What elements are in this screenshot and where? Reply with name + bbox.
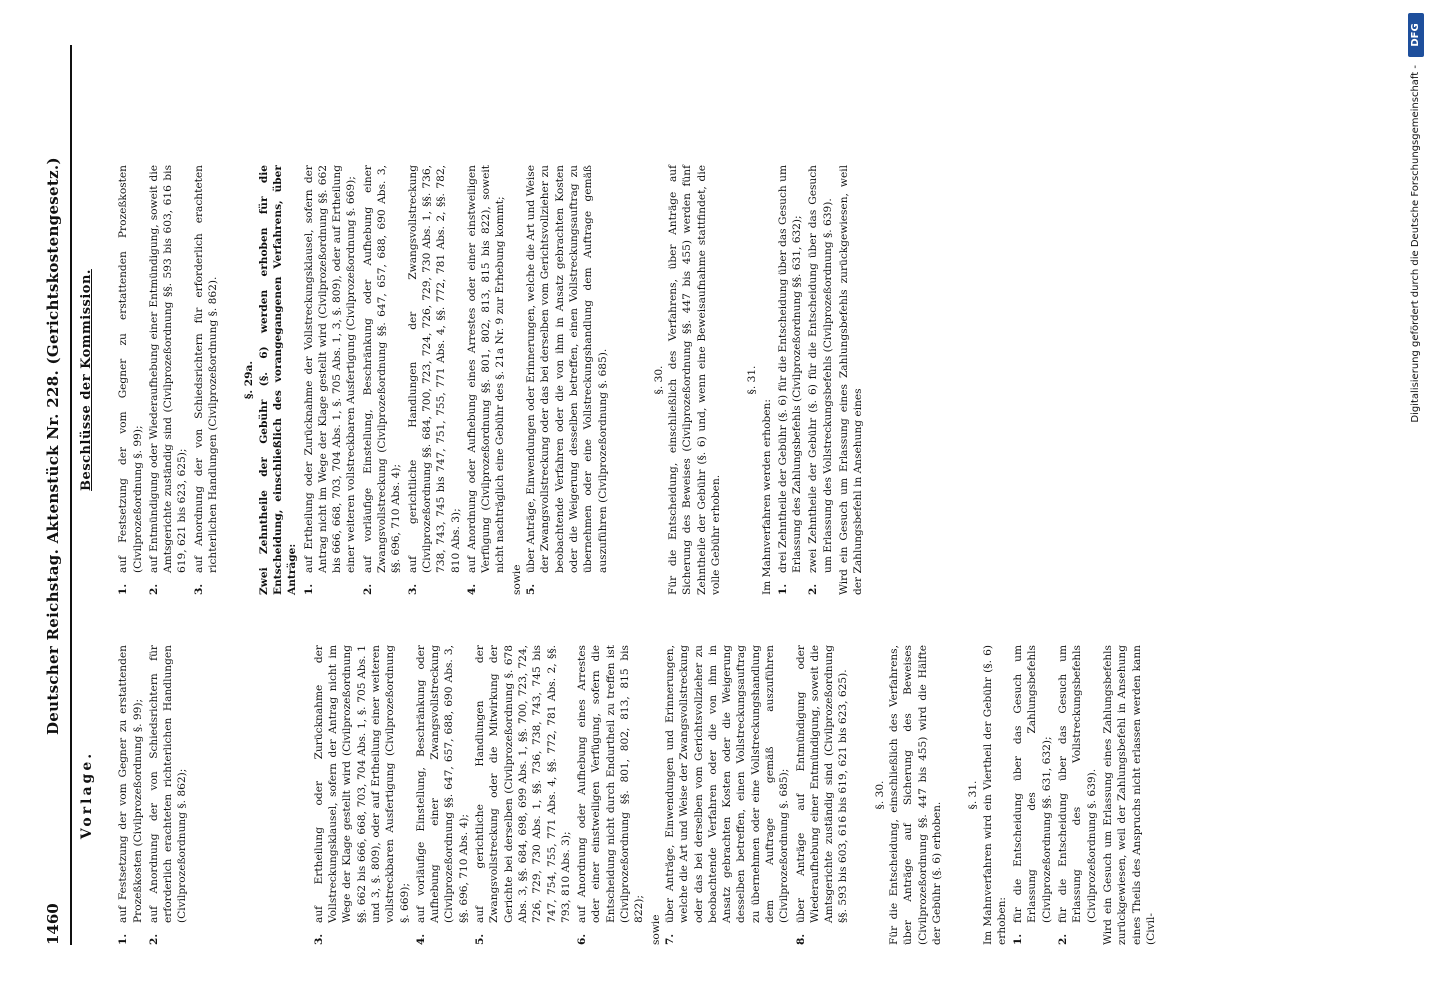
list-item	[116, 645, 145, 945]
item-text: auf Ertheilung oder Zurücknahme der Vollstreckungsklausel, sofern der Antrag nicht im Wege der Klage gestellt wird (Civilprozeßordnung §§. 662 bis 666, 668, 703, 704 Abs. 1, §. 705 Abs. 1, 3, §. 809), oder auf Ertheilung einer weiteren vollstreckbaren Ausfertigung (Civilprozeßordnung §. 669);	[302, 165, 358, 573]
page-title: Deutscher Reichstag. Aktenstück Nr. 228. (Gerichtskostengesetz.)	[44, 157, 62, 735]
item-number: 3.	[406, 583, 419, 595]
item-text: auf Anordnung oder Aufhebung eines Arrestes oder einer einstweiligen Verfügung, sofern die Entscheidung nicht durch Endurtheil zu treffen ist (Civilprozeßordnung §§. 801, 802, 813, 815 bis 822);	[576, 645, 646, 923]
list-item	[1011, 645, 1054, 945]
list-item	[663, 645, 792, 945]
page-number: 1460	[44, 903, 62, 945]
item-text: auf gerichtliche Handlungen der Zwangsvollstreckung oder die Mitwirkung der Gerichte bei derselben (Civilprozeßordnung §. 678 Abs. 3, §§. 684, 698, 699 Abs. 1, §§. 700, 723, 724, 726, 729, 730 Abs. 1, §§. 736, 738, 743, 745 bis 747, 754, 755, 771 Abs. 4, §§. 772, 781 Abs. 2, §§. 793, 810 Abs. 3);	[474, 645, 572, 923]
list-item	[147, 165, 190, 595]
list-item	[312, 645, 412, 945]
item-number: 4.	[414, 933, 427, 945]
section-text: Wird ein Gesuch um Erlassung eines Zahlungsbefehls zurückgewiesen, weil der Zahlungsbefehl in Ansehung eines Theils des Anspruchs nicht erlassen werden kann (Civil-	[1101, 645, 1157, 945]
item-number: 8.	[794, 933, 807, 945]
section-intro: Zwei Zehntheile der Gebühr (§. 6) werden erhoben für die Entscheidung, einschließlich des vorangegangenen Verfahrens, über Anträge:	[257, 165, 299, 595]
footer	[1408, 5, 1428, 995]
digitization-note: Digitalisierung gefördert durch die Deutsche Forschungsgemeinschaft -	[1410, 65, 1421, 423]
section-text: Wird ein Gesuch um Erlassung eines Zahlungsbefehls zurückgewiesen, weil der Zahlungsbefehl in Ansehung eines	[838, 165, 865, 595]
list-item	[473, 645, 573, 945]
item-number: 4.	[465, 583, 478, 595]
section-text: Für die Entscheidung, einschließlich des Verfahrens, über Anträge auf Sicherung des Beweises (Civilprozeßordnung §§. 447 bis 455) wird die Hälfte der Gebühr (§. 6) erhoben.	[888, 645, 943, 945]
vorlage-column	[80, 645, 1160, 945]
item-text: über Anträge auf Entmündigung oder Wiederaufhebung einer Entmündigung, soweit die Amtsgerichte zuständig sind (Civilprozeßordnung §§. 593 bis 603, 616 bis 619, 621 bis 623, 625).	[794, 645, 850, 923]
list-item	[192, 165, 221, 595]
item-text: auf Entmündigung oder Wiederaufhebung einer Entmündigung, soweit die Amtsgerichte zuständig sind (Civilprozeßordnung §§. 593 bis 603, 616 bis 619, 621 bis 623, 625);	[147, 165, 189, 573]
item-number: 2.	[807, 583, 820, 595]
list-item	[794, 645, 851, 945]
item-number: 3.	[192, 583, 205, 595]
list-item	[776, 165, 805, 595]
sowie-text: sowie	[510, 564, 523, 595]
list-item	[806, 165, 835, 595]
item-number: 1.	[117, 933, 130, 945]
list-item	[575, 645, 646, 945]
section-intro: Im Mahnverfahren werden erhoben:	[760, 399, 773, 595]
item-text: auf Ertheilung oder Zurücknahme der Vollstreckungsklausel, sofern der Antrag nicht im Wege der Klage gestellt wird (Civilprozeßordnung §§. 662 bis 666, 668, 703, 704 Abs. 1, §. 705 Abs. 1 und 3, §. 809), oder auf Ertheilung einer weiteren vollstreckbaren Ausfertigung (Civilprozeßordnung §. 669);	[312, 645, 411, 923]
item-number: 1.	[1012, 933, 1025, 945]
list-item	[414, 645, 471, 945]
item-number: 1.	[776, 583, 789, 595]
item-text: auf Anordnung der von Schiedsrichtern für erforderlich erachteten richterlichen Handlungen (Civilprozeßordnung §. 862).	[192, 165, 220, 573]
section-intro: Im Mahnverfahren wird ein Viertheil der Gebühr (§. 6) erhoben:	[981, 645, 1008, 945]
column-heading: Vorlage.	[79, 750, 95, 840]
item-number: 6.	[576, 933, 589, 945]
item-number: 3.	[312, 933, 325, 945]
list-item	[361, 165, 404, 595]
item-number: 1.	[117, 583, 130, 595]
item-number: 1.	[302, 583, 315, 595]
item-text: auf Anordnung oder Aufhebung eines Arrestes oder einer einstweiligen Verfügung (Civilprozeßordnung §§. 801, 802, 813, 815 bis 822), soweit nicht nachträglich eine Gebühr des §. 21a Nr. 9 zur Erhebung kommt;	[465, 165, 507, 573]
section-title: §. 30.	[873, 780, 886, 810]
item-number: 5.	[525, 583, 538, 595]
item-number: 5.	[474, 933, 487, 945]
item-text: auf gerichtliche Handlungen der Zwangsvollstreckung (Civilprozeßordnung §§. 684, 700, 723, 724, 726, 729, 730 Abs. 1, §§. 736, 738, 743, 745 bis 747, 751, 755, 771 Abs. 4, §§. 772, 781 Abs. 2, §§. 782, 810 Abs. 3);	[406, 165, 462, 573]
item-text: über Anträge, Einwendungen oder Erinnerungen, welche die Art und Weise der Zwangsvollstreckung oder das bei derselben vom Gerichtsvollzieher zu beobachtende Verfahren oder die von ihm in Ansatz gebrachten Kosten oder die Weigerung desselben betreffen, einen Vollstreckungsauftrag zu übernehmen oder eine Vollstreckungshandlung dem Auftrage gemäß auszuführen (Civilprozeßordnung §. 685).	[525, 165, 609, 573]
item-text: für die Entscheidung über das Gesuch um Erlassung des Zahlungsbefehls (Civilprozeßordnung §§. 631, 632);	[1012, 645, 1053, 923]
section-title: §. 29a.	[243, 360, 256, 400]
list-item	[116, 165, 145, 595]
item-text: auf vorläufige Einstellung, Beschränkung oder Aufhebung einer Zwangsvollstreckung (Civilprozeßordnung §§. 647, 657, 688, 690 Abs. 3, §§. 696, 710 Abs. 4);	[361, 165, 403, 573]
section-title: §. 30.	[652, 365, 665, 395]
item-text: drei Zehntheile der Gebühr (§. 6) für die Entscheidung über das Gesuch um Erlassung des Zahlungsbefehls (Civilprozeßordnung §§. 631, 632);	[776, 165, 804, 573]
list-item	[1056, 645, 1099, 945]
section-title: §. 31.	[746, 365, 759, 395]
list-item	[524, 165, 610, 595]
page-header	[40, 45, 72, 945]
item-text: über Anträge, Einwendungen und Erinnerungen, welche die Art und Weise der Zwangsvollstreckung oder das bei derselben vom Gerichtsvollzieher zu beobachtende Verfahren oder die von ihm in Ansatz gebrachten Kosten oder die Weigerung desselben betreffen, einen Vollstreckungsauftrag zu übernehmen oder eine Vollstreckungshandlung dem Auftrage gemäß auszuführen (Civilprozeßordnung §. 685);	[663, 645, 791, 923]
item-number: 2.	[361, 583, 374, 595]
column-heading: Beschlüsse der Kommission.	[79, 269, 94, 491]
section-text: Für die Entscheidung, einschließlich des Verfahrens, über Anträge auf Sicherung des Beweises (Civilprozeßordnung §§. 447 bis 455) werden fünf Zehntheile der Gebühr (§. 6) und, wenn eine Beweisaufnahme stattfindet, die volle Gebühr erhoben.	[667, 165, 722, 595]
item-number: 2.	[147, 583, 160, 595]
list-item	[147, 645, 190, 945]
list-item	[302, 165, 359, 595]
item-text: auf Festsetzung der vom Gegner zu erstattenden Prozeßkosten (Civilprozeßordnung §. 99);	[117, 645, 144, 923]
list-item	[465, 165, 508, 595]
kommission-column	[80, 165, 868, 595]
section-title: §. 31.	[967, 780, 980, 810]
item-number: 7.	[663, 933, 676, 945]
dfg-logo: DFG	[1408, 13, 1424, 57]
sowie-text: sowie	[649, 914, 662, 945]
item-text: auf Anordnung der von Schiedsrichtern für erforderlich erachteten richterlichen Handlungen (Civilprozeßordnung §. 862);	[147, 645, 189, 923]
item-number: 2.	[1057, 933, 1070, 945]
item-number: 2.	[147, 933, 160, 945]
item-text: auf Festsetzung der vom Gegner zu erstattenden Prozeßkosten (Civilprozeßordnung §. 99);	[117, 165, 144, 573]
item-text: zwei Zehntheile der Gebühr (§. 6) für die Entscheidung über das Gesuch um Erlassung des Vollstreckungsbefehls (Civilprozeßordnung §. 639).	[807, 165, 834, 573]
item-text: auf vorläufige Einstellung, Beschränkung oder Aufhebung einer Zwangsvollstreckung (Civilprozeßordnung §§. 647, 657, 688, 690 Abs. 3, §§. 696, 710 Abs. 4);	[414, 645, 470, 923]
list-item	[406, 165, 463, 595]
item-text: für die Entscheidung über das Gesuch um Erlassung des Vollstreckungsbefehls (Civilprozeßordnung §. 639).	[1057, 645, 1098, 923]
